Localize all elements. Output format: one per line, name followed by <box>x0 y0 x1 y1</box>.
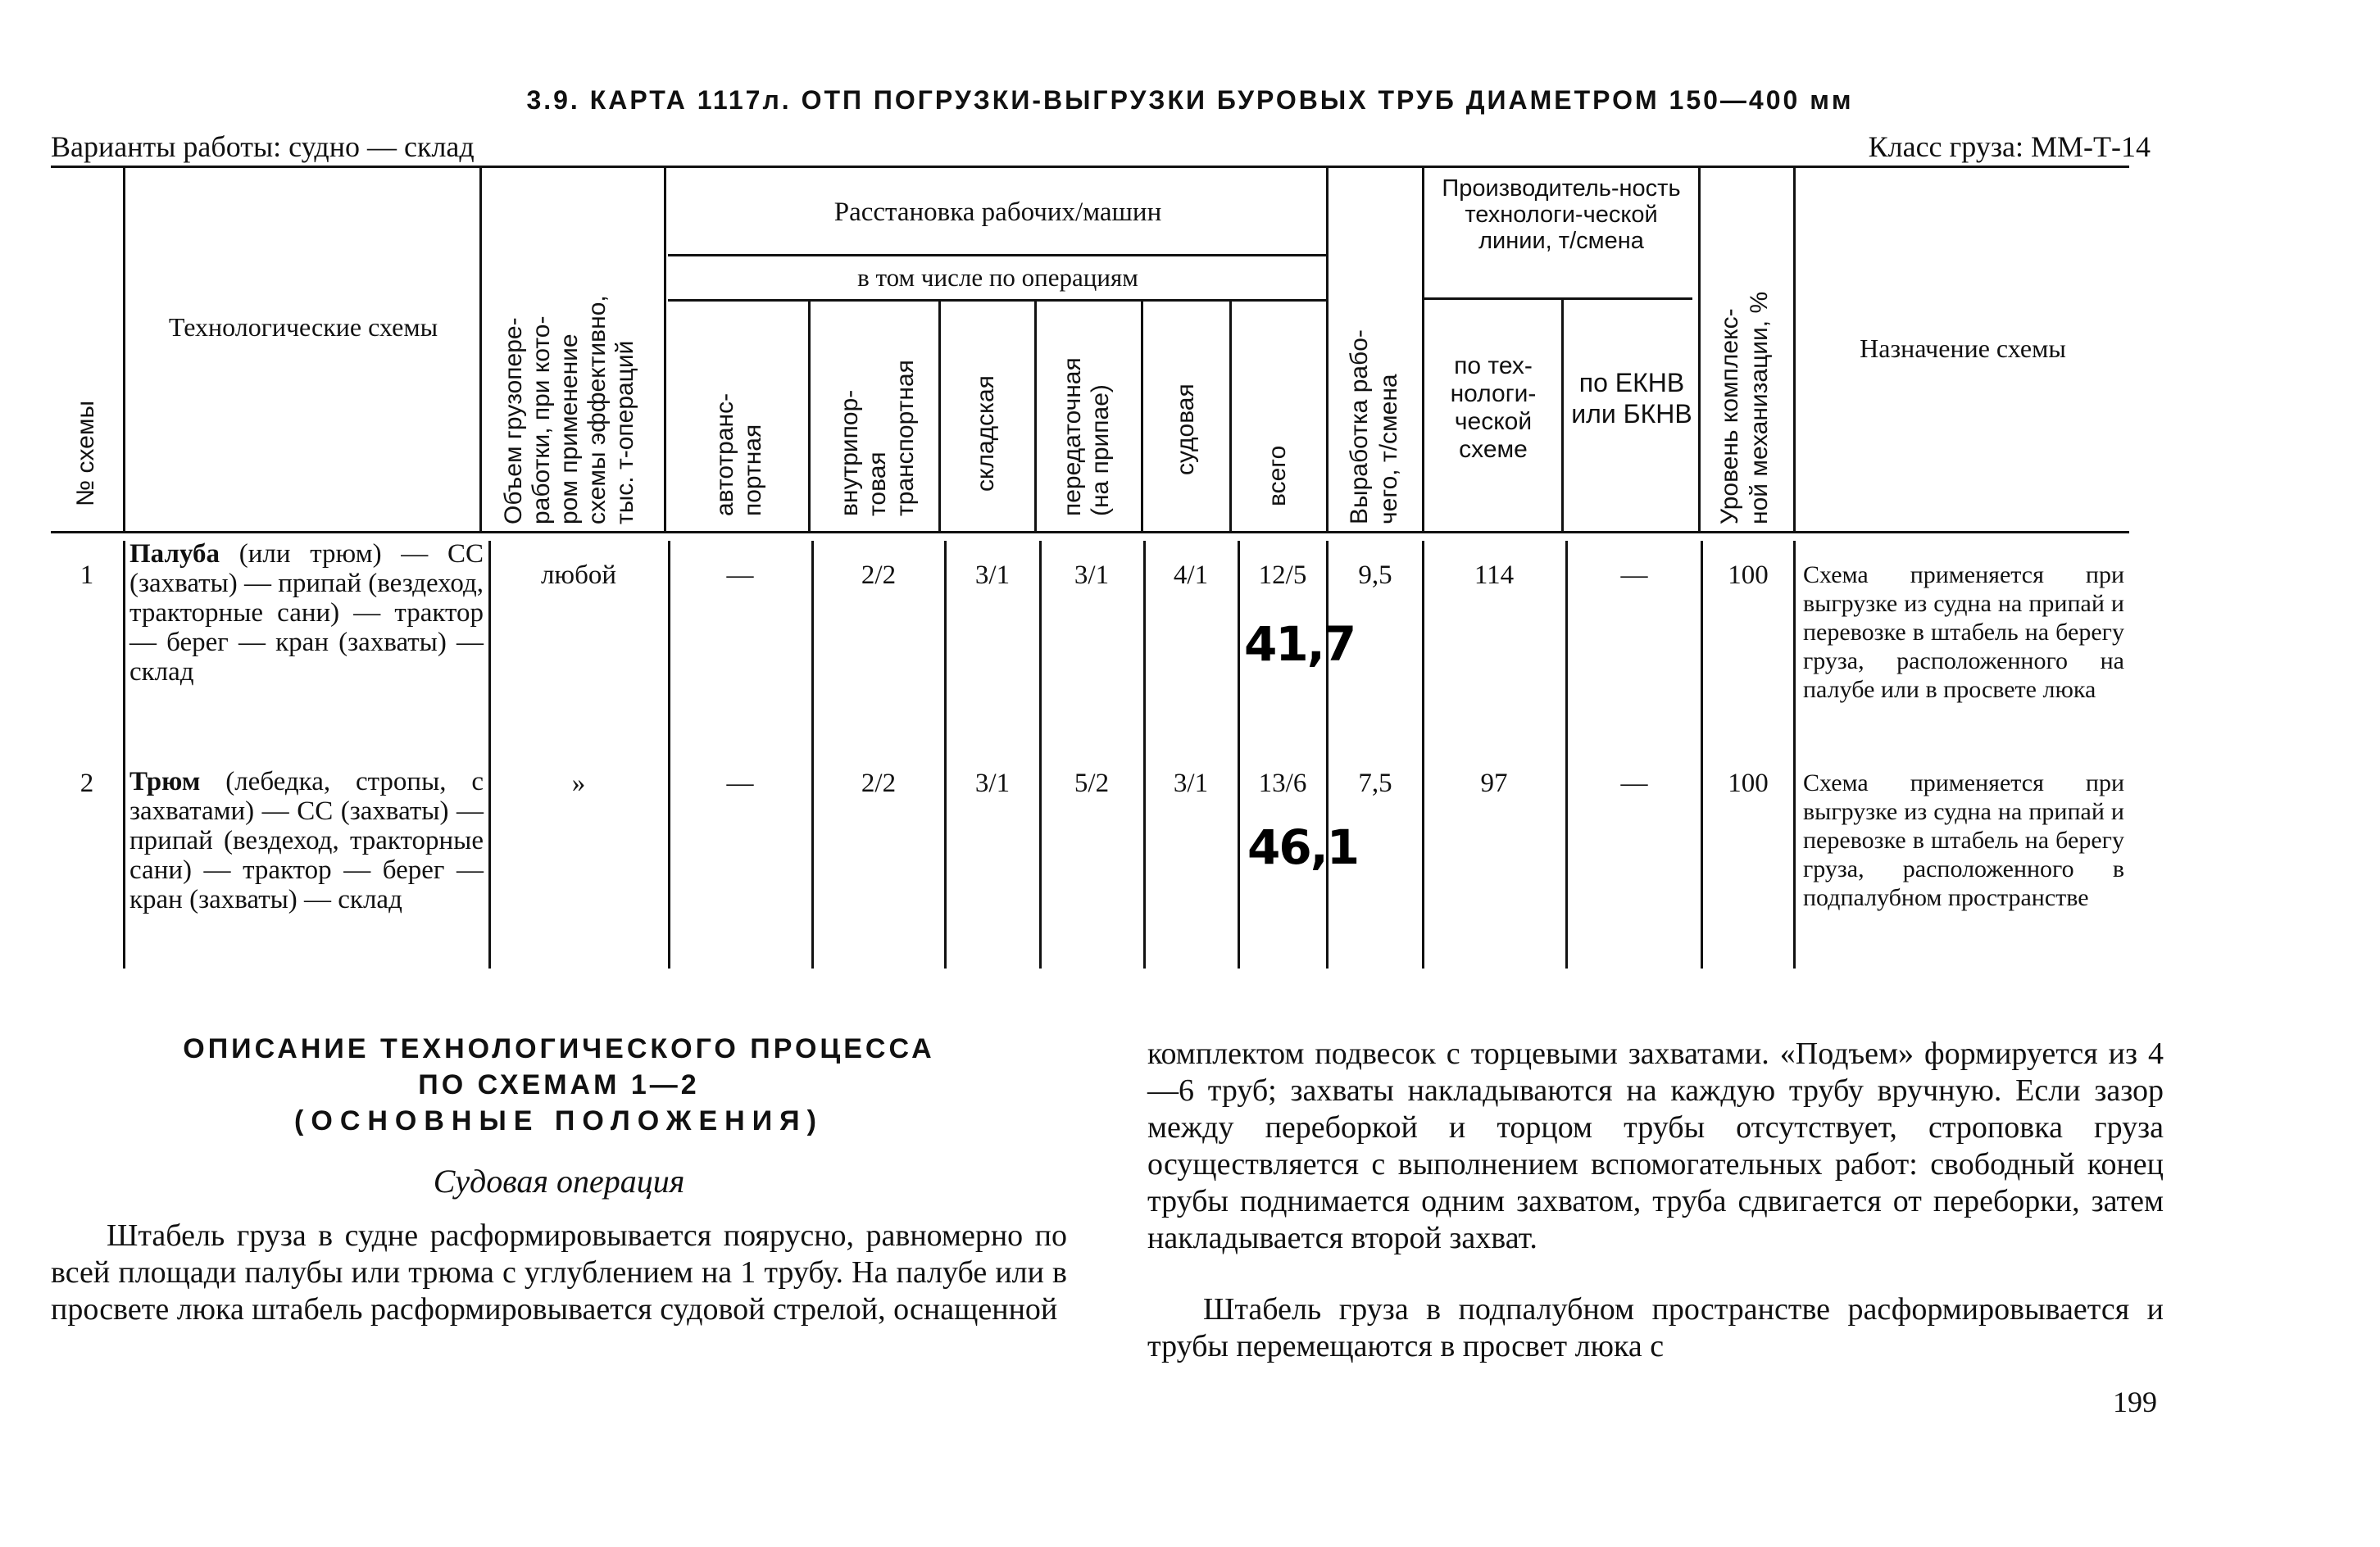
header-op-internal: внутрипор- <box>836 389 863 516</box>
section-heading-line: ПО СХЕМАМ 1—2 <box>418 1069 700 1100</box>
col-divider <box>1422 166 1424 531</box>
col-divider <box>1565 541 1568 969</box>
row2-prod-ekhv: — <box>1620 769 1648 798</box>
col-divider <box>1229 299 1232 531</box>
section-subtitle: Судовая операция <box>433 1163 685 1200</box>
row1-handwritten-note: 41,7 <box>1244 616 1356 672</box>
row1-scheme-rest: (или трюм) — СС (захваты) — припай (вездеход, тракторные сани) — трактор — берег — кран (захваты) — склад <box>129 539 484 687</box>
header-volume-line: схемы эффективно, <box>584 295 611 524</box>
right-paragraph-2: Штабель груза в подпалубном пространстве расформировывается и трубы перемещаются в просвет люка с <box>1147 1292 2164 1363</box>
col-divider <box>1039 541 1042 969</box>
header-op-total: всего <box>1264 445 1291 506</box>
page-number: 199 <box>2113 1386 2157 1418</box>
row2-scheme-bold: Трюм <box>129 767 201 796</box>
section-heading-line: ОПИСАНИЕ ТЕХНОЛОГИЧЕСКОГО ПРОЦЕССА <box>183 1033 935 1064</box>
header-productivity-text: Производитель-ность технологи-ческой линии, т/смена <box>1442 175 1681 254</box>
header-prod-scheme-text: по тех-нологи-ческой схеме <box>1450 352 1537 463</box>
row1-scheme-bold: Палуба <box>129 539 220 569</box>
col-divider <box>808 299 811 531</box>
row1-scheme <box>129 539 484 687</box>
header-technological-schemes <box>164 313 443 341</box>
row2-volume: » <box>571 769 586 798</box>
row2-purpose: Схема применяется при выгрузке из судна на припай и перевозке в штабель на берегу груза, расположенного в подпалубном пространстве <box>1803 769 2124 911</box>
row1-total: 12/5 <box>1258 560 1307 590</box>
row2-warehouse: 3/1 <box>974 769 1011 798</box>
work-variants-label: Варианты работы: судно — склад <box>51 130 475 163</box>
col-divider <box>1701 541 1703 969</box>
header-volume-line: работки, при кото- <box>528 315 555 524</box>
section-heading <box>51 1031 1067 1139</box>
row1-prod-ekhv: — <box>1620 560 1648 590</box>
row1-auto: — <box>726 560 754 590</box>
col-divider <box>668 541 670 969</box>
col-divider <box>123 541 125 969</box>
row1-mechanization: 100 <box>1728 560 1769 590</box>
col-divider <box>811 541 814 969</box>
productivity-sub-rule <box>1424 297 1692 300</box>
col-divider <box>1238 541 1240 969</box>
header-technological-schemes-text: Технологические схемы <box>168 312 438 342</box>
col-divider <box>1326 541 1329 969</box>
header-mechanization: ной механизации, % <box>1746 291 1773 524</box>
row2-scheme-rest: (лебедка, стропы, с захватами) — СС (захваты) — припай (вездеход, тракторные сани) — трактор — берег — кран (захваты) — склад <box>129 767 484 914</box>
header-prod-scheme <box>1428 352 1559 464</box>
header-op-internal: товая <box>864 451 891 516</box>
col-divider <box>479 166 482 531</box>
row1-warehouse: 3/1 <box>974 560 1011 590</box>
row1-internal: 2/2 <box>861 560 897 590</box>
row1-num: 1 <box>79 560 94 590</box>
table-header-rule <box>51 531 2129 533</box>
row2-num: 2 <box>79 769 94 798</box>
cargo-class-label: Класс груза: ММ-Т-14 <box>1868 130 2151 163</box>
col-divider <box>488 541 491 969</box>
row1-ship: 4/1 <box>1173 560 1209 590</box>
col-divider <box>1143 541 1146 969</box>
header-purpose: Назначение схемы <box>1860 333 2066 363</box>
header-output: чего, т/смена <box>1375 374 1402 524</box>
header-op-ship: судовая <box>1172 383 1199 475</box>
row2-handwritten-note: 46,1 <box>1247 819 1359 875</box>
col-divider <box>1561 297 1564 531</box>
row2-total: 13/6 <box>1258 769 1307 798</box>
header-op-internal: транспортная <box>892 360 919 516</box>
header-scheme-number: № схемы <box>72 400 99 506</box>
row1-prod-scheme: 114 <box>1474 560 1515 590</box>
row2-transfer: 5/2 <box>1074 769 1110 798</box>
right-paragraph-1: комплектом подвесок с торцевыми захватами. «Подъем» формируется из 4—6 труб; захваты накладываются на каждую трубу вручную. Если зазор между переборкой и торцом трубы отсутствует, строповка груза осуществляется с выполнением вспомогательных работ: свободный конец трубы поднимается одним захватом, труба сдвигается от переборки, затем накладывается второй захват. <box>1147 1037 2164 1255</box>
left-paragraph: Штабель груза в судне расформировывается поярусно, равномерно по всей площади палубы или трюма с углублением на 1 трубу. На палубе или в просвете люка штабель расформировывается судовой стрелой, оснащенной <box>51 1218 1067 1327</box>
row1-volume: любой <box>540 560 617 590</box>
header-volume-line: ром применение <box>556 333 583 524</box>
header-op-warehouse: складская <box>972 375 999 492</box>
header-by-operations: в том числе по операциям <box>857 263 1138 292</box>
header-volume-line: Объем грузопере- <box>500 317 527 524</box>
row1-purpose: Схема применяется при выгрузке из судна на припай и перевозке в штабель на берегу груза, расположенного на палубе или в просвете люка <box>1803 561 2124 703</box>
header-placement: Расстановка рабочих/машин <box>833 197 1162 227</box>
row1-transfer: 3/1 <box>1074 560 1110 590</box>
row2-output: 7,5 <box>1358 769 1392 798</box>
row1-output: 9,5 <box>1358 560 1392 590</box>
header-output: Выработка рабо- <box>1346 329 1373 524</box>
header-op-transfer: (на припае) <box>1087 384 1114 516</box>
col-divider <box>1793 166 1796 531</box>
col-divider <box>1698 166 1701 531</box>
header-mechanization: Уровень комплекс- <box>1716 308 1743 524</box>
col-divider <box>944 541 947 969</box>
row2-auto: — <box>726 769 754 798</box>
row2-internal: 2/2 <box>861 769 897 798</box>
page-title: 3.9. КАРТА 1117л. ОТП ПОГРУЗКИ-ВЫГРУЗКИ БУРОВЫХ ТРУБ ДИАМЕТРОМ 150—400 мм <box>526 85 1854 115</box>
col-divider <box>123 166 125 531</box>
row2-scheme <box>129 767 484 914</box>
placement-sub-rule <box>668 254 1328 256</box>
col-divider <box>664 166 666 531</box>
header-volume-line: тыс. т-операций <box>611 340 638 524</box>
header-op-transfer: передаточная <box>1059 357 1086 516</box>
header-op-auto: портная <box>739 424 766 516</box>
header-op-auto: автотранс- <box>711 392 738 516</box>
header-productivity <box>1426 175 1696 254</box>
col-divider <box>1422 541 1424 969</box>
header-prod-ekhv-text: по ЕКНВ или БКНВ <box>1571 368 1692 429</box>
row2-mechanization: 100 <box>1728 769 1769 798</box>
header-prod-ekhv <box>1565 367 1698 429</box>
col-divider <box>1793 541 1796 969</box>
row2-prod-scheme: 97 <box>1480 769 1508 798</box>
col-divider <box>1141 299 1143 531</box>
table-top-rule <box>51 166 2129 168</box>
col-divider <box>938 299 941 531</box>
row2-ship: 3/1 <box>1173 769 1209 798</box>
section-heading-line: (ОСНОВНЫЕ ПОЛОЖЕНИЯ) <box>294 1105 824 1136</box>
col-divider <box>1034 299 1037 531</box>
